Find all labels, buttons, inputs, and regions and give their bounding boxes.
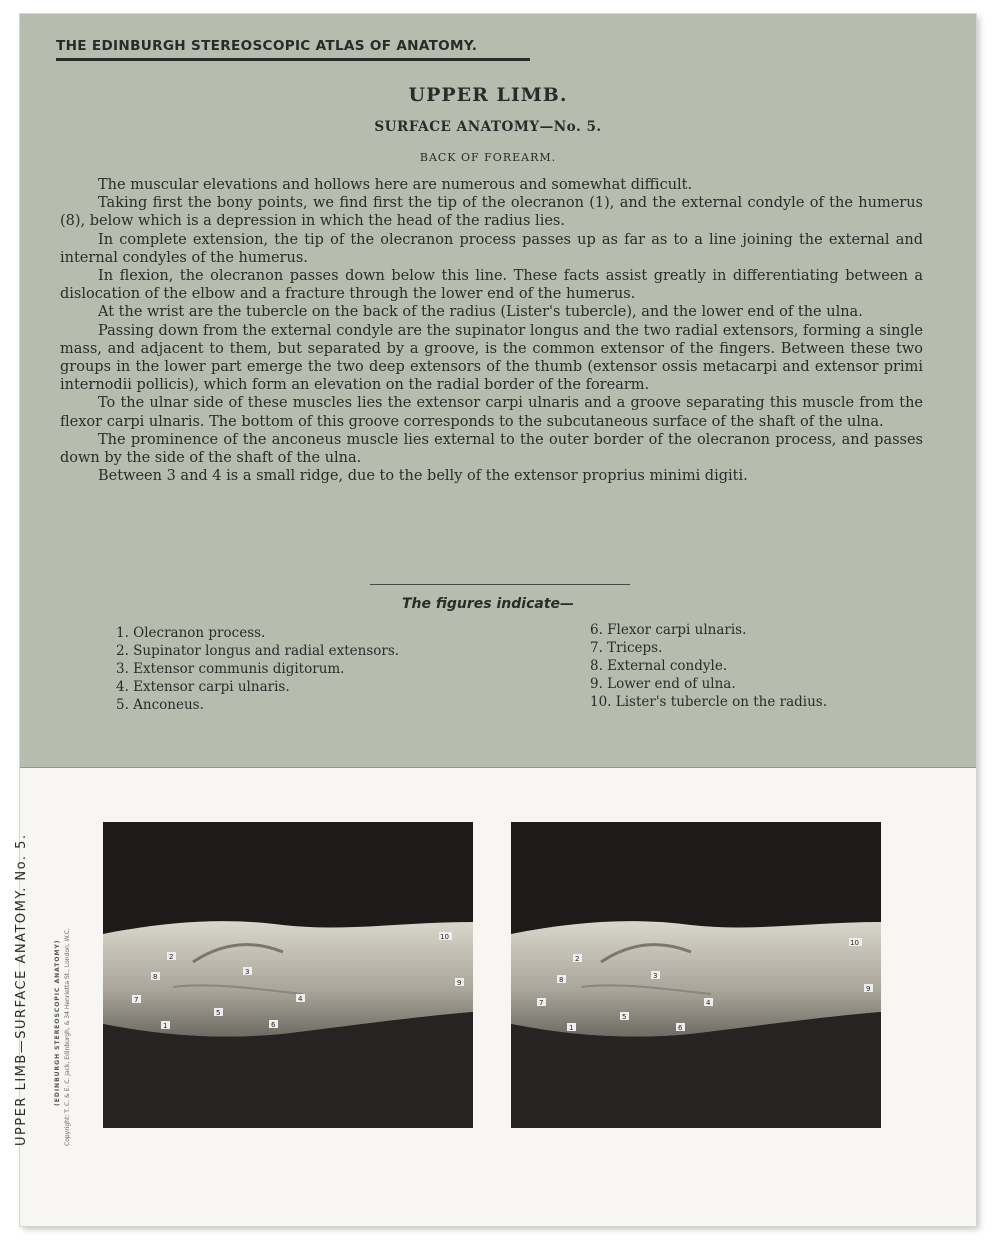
svg-text:8: 8 (153, 973, 158, 981)
svg-text:7: 7 (134, 996, 139, 1004)
paragraph: The prominence of the anconeus muscle lies external to the outer border of the olecranon process, and passes down by the side of the shaft of the ulna. (60, 431, 923, 467)
section-title: BACK OF FOREARM. (419, 151, 557, 164)
atlas-header: THE EDINBURGH STEREOSCOPIC ATLAS OF ANATOMY. (56, 38, 478, 54)
page-title: UPPER LIMB. (408, 84, 568, 106)
paragraph: In flexion, the olecranon passes down below this line. These facts assist greatly in differentiating between a dislocation of the elbow and a fracture through the lower end of the humerus. (60, 268, 923, 303)
header-underline (56, 58, 530, 61)
photo-label (537, 998, 546, 1007)
paragraph: In complete extension, the tip of the olecranon process passes up as far as to a line joining the external and internal condyles of the humerus. (60, 231, 923, 266)
legend-item: 8. External condyle. (590, 658, 728, 674)
photo-label (849, 938, 862, 947)
svg-text:9: 9 (457, 979, 462, 987)
svg-text:10: 10 (850, 939, 859, 947)
svg-text:1: 1 (569, 1024, 574, 1032)
photo-label (864, 984, 873, 993)
svg-text:1: 1 (163, 1022, 168, 1030)
photo-label (214, 1008, 223, 1017)
svg-text:5: 5 (216, 1009, 221, 1017)
divider (370, 584, 630, 585)
paragraph: To the ulnar side of these muscles lies the extensor carpi ulnaris and a groove separating this muscle from the flexor carpi ulnaris. The bottom of this groove corresponds to the subcutaneous surface of the shaft of the ulna. (60, 395, 923, 430)
photo-label (455, 978, 464, 987)
photo-label (167, 952, 176, 961)
svg-text:10: 10 (440, 933, 449, 941)
svg-text:2: 2 (575, 955, 580, 963)
legend-item: 3. Extensor communis digitorum. (116, 661, 345, 677)
photo-label (676, 1023, 685, 1032)
stereo-photo-right (511, 822, 881, 1128)
svg-text:4: 4 (298, 995, 303, 1003)
photo-label (557, 975, 566, 984)
photo-label (296, 994, 305, 1003)
paragraph: Between 3 and 4 is a small ridge, due to the belly of the extensor proprius minimi digiti. (98, 468, 748, 485)
svg-text:7: 7 (539, 999, 544, 1007)
svg-text:3: 3 (245, 968, 250, 976)
svg-text:3: 3 (653, 972, 658, 980)
legend-item: 4. Extensor carpi ulnaris. (116, 679, 290, 695)
figures-heading: The figures indicate— (401, 596, 575, 612)
description-text (60, 176, 923, 485)
photo-label (620, 1012, 629, 1021)
svg-text:5: 5 (622, 1013, 627, 1021)
photo-label (439, 932, 452, 941)
svg-text:8: 8 (559, 976, 564, 984)
paragraph: The muscular elevations and hollows here are numerous and somewhat difficult. (98, 177, 693, 193)
side-copyright: Copyright: T. C. & E. C. Jack, Edinburgh, & 34 Henrietta St., London, W.C. (64, 928, 71, 1146)
photo-label (151, 972, 160, 981)
svg-text:6: 6 (678, 1024, 683, 1032)
stereo-photo-left (103, 822, 473, 1128)
forearm-photo (103, 822, 473, 1128)
legend-item: 1. Olecranon process. (116, 625, 266, 641)
legend-item: 9. Lower end of ulna. (590, 676, 736, 692)
svg-text:4: 4 (706, 999, 711, 1007)
legend-item: 6. Flexor carpi ulnaris. (590, 622, 747, 638)
legend-right (590, 621, 827, 711)
legend-item: 2. Supinator longus and radial extensors. (116, 643, 400, 659)
paragraph: At the wrist are the tubercle on the back of the radius (Lister's tubercle), and the lower end of the ulna. (98, 304, 863, 321)
svg-text:9: 9 (866, 985, 871, 993)
photo-label (269, 1020, 278, 1029)
photo-label (132, 995, 141, 1004)
page-subtitle: SURFACE ANATOMY—No. 5. (374, 119, 602, 135)
photo-label (704, 998, 713, 1007)
photo-label (573, 954, 582, 963)
legend-item: 7. Triceps. (590, 640, 663, 656)
paragraph: Taking first the bony points, we find first the tip of the olecranon (1), and the external condyle of the humerus (8), below which is a depression in which the head of the radius lies. (60, 195, 923, 230)
photo-label (567, 1023, 576, 1032)
text-panel (20, 14, 976, 768)
photo-label (161, 1021, 170, 1030)
svg-text:6: 6 (271, 1021, 276, 1029)
side-publisher: (EDINBURGH STEREOSCOPIC ANATOMY) (54, 939, 61, 1106)
photo-label (243, 967, 252, 976)
paragraph: Passing down from the external condyle are the supinator longus and the two radial extensors, forming a single mass, and adjacent to them, but separated by a groove, is the common extensor of the fingers. Between these two groups in the lower part emerge the two deep extensors of the thumb (extensor ossis metacarpi and extensor primi internodii pollicis), which form an elevation on the radial border of the forearm. (60, 322, 923, 394)
forearm-photo (511, 822, 881, 1128)
svg-text:2: 2 (169, 953, 174, 961)
legend-item: 5. Anconeus. (116, 697, 204, 713)
side-title: UPPER LIMB—SURFACE ANATOMY. No. 5. (14, 833, 29, 1146)
photo-label (651, 971, 660, 980)
legend-left (116, 624, 399, 714)
legend-item: 10. Lister's tubercle on the radius. (590, 694, 828, 710)
